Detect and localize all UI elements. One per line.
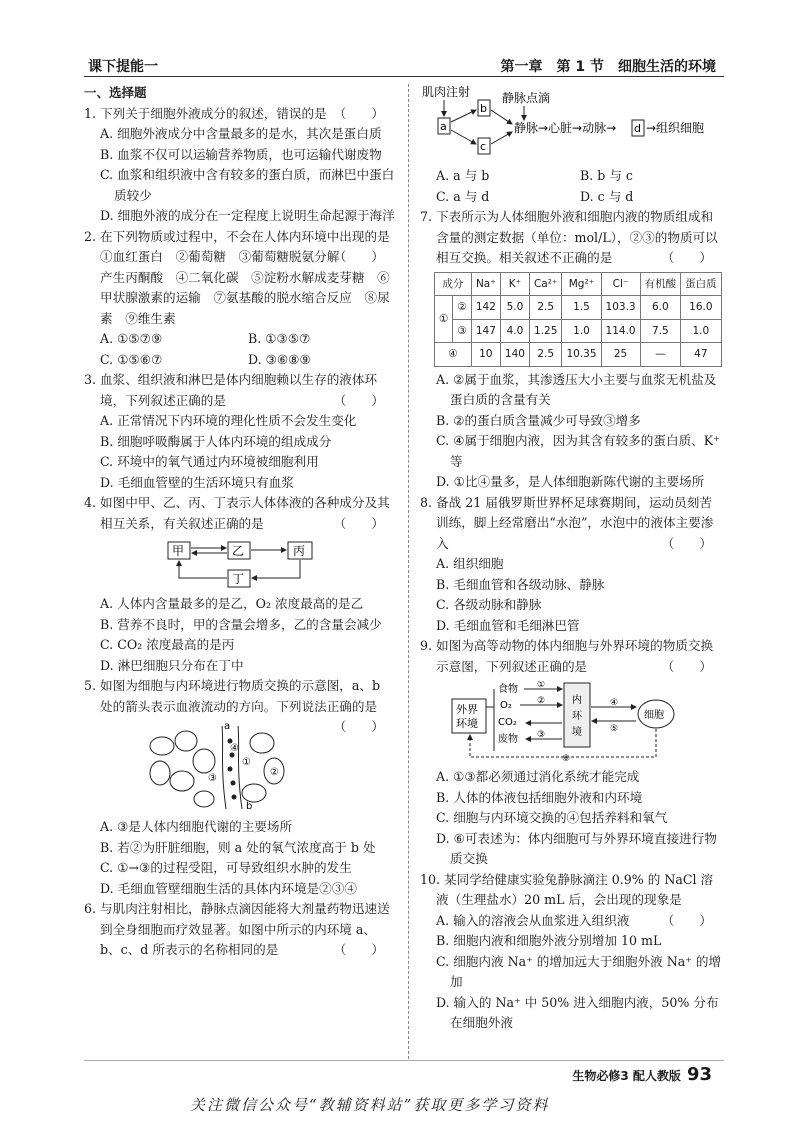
q9-label-2: ② xyxy=(537,696,546,706)
table-cell: 2.5 xyxy=(529,296,562,320)
q9-label-cell: 细胞 xyxy=(644,710,664,721)
table-cell: 4.0 xyxy=(500,319,529,343)
q5-cell xyxy=(150,737,174,755)
q8-option-d: D. 毛细血管和毛细淋巴管 xyxy=(436,617,580,633)
q4-label-bing: 丙 xyxy=(293,544,306,558)
q6-arrow-a-c xyxy=(451,130,476,144)
table-cell: ④ xyxy=(435,343,472,367)
right-column xyxy=(420,82,724,1034)
q4-label-ding: 丁 xyxy=(232,572,245,586)
table-row xyxy=(435,319,722,343)
q9-label-food: 食物 xyxy=(498,684,518,695)
table-cell: 1.0 xyxy=(562,319,601,343)
q6-stem: 6. 与肌肉注射相比，静脉点滴因能将大剂量药物迅速送到全身细胞而疗效显著。如图中所示的内环境 a、b、c、d 所表示的名称相同的是 xyxy=(84,901,390,957)
q4-stem: 4. 如图中甲、乙、丙、丁表示人体体液的各种成分及其相互关系，有关叙述正确的是 xyxy=(84,495,390,531)
q8-option-b: B. 毛细血管和各级动脉、静脉 xyxy=(436,576,605,592)
header-rule xyxy=(84,76,724,77)
q5-label-a: a xyxy=(223,721,230,732)
q9-option-b: B. 人体的体液包括细胞外液和内环境 xyxy=(436,789,643,805)
q9-label-env1: 外界 xyxy=(456,703,478,716)
q10-option-c: C. 细胞内液 Na⁺ 的增加远大于细胞外液 Na⁺ 的增加 xyxy=(436,953,722,989)
q4-option-b: B. 营养不良时，甲的含量会增多，乙的含量会减少 xyxy=(100,616,382,632)
q5-blood-cell xyxy=(231,795,236,800)
table-cell: 7.5 xyxy=(640,319,681,343)
table-cell: 142 xyxy=(471,296,500,320)
q5-cell xyxy=(193,749,215,773)
table-cell: 1.25 xyxy=(529,319,562,343)
q7-option-a: A. ②属于血浆，其渗透压大小主要与血浆无机盐及蛋白质的含量有关 xyxy=(436,371,717,407)
q8-option-c: C. 各级动脉和静脉 xyxy=(436,597,542,612)
q8-answer-paren: （ ） xyxy=(661,535,712,551)
q9-label-env2: 环境 xyxy=(456,717,478,730)
q2-answer-paren: （ ） xyxy=(333,249,384,264)
q6-option-d: D. c 与 d xyxy=(580,188,634,204)
table-cell: 103.3 xyxy=(601,296,640,320)
q3-answer-paren: （ ） xyxy=(333,392,384,408)
table-cell: 140 xyxy=(500,343,529,367)
q2-option-d: D. ③⑥⑧⑨ xyxy=(248,351,311,367)
table-cell: 16.0 xyxy=(681,296,722,320)
q9-label-o2: O₂ xyxy=(500,700,512,711)
q6-option-a: A. a 与 b xyxy=(436,168,490,183)
q6-arrow-b-vein xyxy=(491,110,512,124)
q6-option-b: B. b 与 c xyxy=(580,168,633,183)
q8-option-a: A. 组织细胞 xyxy=(436,556,504,571)
table-cell: 5.0 xyxy=(500,296,529,320)
question-2 xyxy=(84,227,396,371)
q4-label-jia: 甲 xyxy=(172,544,185,558)
q4-label-yi: 乙 xyxy=(232,544,245,558)
question-9 xyxy=(420,636,724,870)
q6-label-b: b xyxy=(480,102,487,115)
q5-cell xyxy=(175,731,197,751)
q5-cell xyxy=(150,761,170,785)
q1-option-d: D. 细胞外液的成分在一定程度上说明生命起源于海洋 xyxy=(100,208,395,223)
table-cell: 114.0 xyxy=(601,319,640,343)
question-6 xyxy=(84,899,396,961)
q2-option-b: B. ①③⑤⑦ xyxy=(248,331,311,346)
q9-label-1: ① xyxy=(537,681,546,690)
table-header-cell: 有机酸 xyxy=(640,272,681,296)
q4-option-c: C. CO₂ 浓度最高的是丙 xyxy=(100,637,235,652)
q5-cell xyxy=(242,784,266,802)
q5-label-4: ④ xyxy=(229,743,239,754)
q9-label-inner3: 境 xyxy=(572,727,582,738)
table-header-cell: Ca²⁺ xyxy=(529,272,562,296)
q3-option-a: A. 正常情况下内环境的理化性质不会发生变化 xyxy=(100,413,357,428)
q4-answer-paren: （ ） xyxy=(333,515,384,531)
q9-stem: 9. 如图为高等动物的体内细胞与外界环境的物质交换示意图，下列叙述正确的是 xyxy=(420,638,714,674)
question-10 xyxy=(420,870,724,1034)
q6-arrow-c-vein xyxy=(491,132,512,144)
question-7 xyxy=(420,207,724,493)
q7-option-c: C. ④属于细胞内液，因为其含有较多的蛋白质、K⁺等 xyxy=(436,433,720,469)
table-row xyxy=(435,296,722,320)
q9-label-waste: 废物 xyxy=(498,734,518,745)
q4-option-d: D. 淋巴细胞只分布在丁中 xyxy=(100,657,244,673)
q5-option-c: C. ①→③的过程受阻，可导致组织水肿的发生 xyxy=(100,860,352,875)
q9-label-co2: CO₂ xyxy=(498,717,517,728)
q7-option-b: B. ②的蛋白质含量减少可导致③增多 xyxy=(436,412,641,428)
table-header-cell: 蛋白质 xyxy=(681,272,722,296)
q9-option-c: C. 细胞与内环境交换的④包括养料和氧气 xyxy=(436,810,668,825)
q1-stem: 1. 下列关于细胞外液成分的叙述，错误的是 xyxy=(84,105,327,121)
table-header-cell: K⁺ xyxy=(500,272,529,296)
table-header-cell: Cl⁻ xyxy=(601,272,640,296)
q9-label-inner1: 内 xyxy=(572,695,582,706)
column-divider xyxy=(408,84,409,1059)
q6-label-c: c xyxy=(480,140,487,153)
q6-diagram xyxy=(420,82,720,162)
section-title: 一、选择题 xyxy=(84,85,147,100)
q3-option-b: B. 细胞呼吸酶属于人体内环境的组成成分 xyxy=(100,433,332,449)
table-group-cell: ① xyxy=(435,296,453,343)
q9-label-inner2: 环 xyxy=(572,711,582,722)
q9-label-5: ⑤ xyxy=(610,724,619,734)
q7-stem: 7. 下表所示为人体细胞外液和细胞内液的物质组成和含量的测定数据（单位：mol/L），②③的物质可以相互交换。相关叙述不正确的是 xyxy=(420,209,718,265)
left-column xyxy=(84,82,396,961)
q6-label-im: 肌肉注射 xyxy=(422,85,471,99)
q7-table xyxy=(434,272,722,367)
q9-answer-paren: （ ） xyxy=(661,658,712,674)
table-cell: 1.0 xyxy=(681,319,722,343)
table-cell: ③ xyxy=(453,319,471,343)
q9-option-a: A. ①③都必须通过消化系统才能完成 xyxy=(436,769,640,784)
q5-option-b: B. 若②为肝脏细胞，则 a 处的氧气浓度高于 b 处 xyxy=(100,839,376,855)
header-right: 第一章 第 1 节 细胞生活的环境 xyxy=(500,59,716,75)
q2-option-c: C. ①⑤⑥⑦ xyxy=(100,351,163,367)
q9-diagram xyxy=(442,681,702,763)
q9-option-d: D. ⑥可表述为：体内细胞可与外界环境直接进行物质交换 xyxy=(436,830,717,866)
q10-answer-paren: （ ） xyxy=(661,912,712,928)
q9-label-3: ③ xyxy=(537,730,546,740)
table-cell: 147 xyxy=(471,319,500,343)
q7-option-d: D. ①比④量多，是人体细胞新陈代谢的主要场所 xyxy=(436,474,705,489)
question-3 xyxy=(84,370,396,493)
q1-option-b: B. 血浆不仅可以运输营养物质，也可运输代谢废物 xyxy=(100,146,382,162)
table-header-cell: 成分 xyxy=(435,272,472,296)
q5-cell xyxy=(250,733,274,753)
q4-arrow-ding-jia xyxy=(179,561,227,578)
table-cell: 10 xyxy=(471,343,500,367)
q6-label-tail: →组织细胞 xyxy=(646,121,705,135)
q6-arrow-a-b xyxy=(451,110,476,122)
table-cell: 6.0 xyxy=(640,296,681,320)
header-left: 课下提能一 xyxy=(88,59,158,75)
handwritten-note: 关注微信公众号“教辅资料站”获取更多学习资料 xyxy=(190,1096,550,1114)
footer-rule xyxy=(84,1060,724,1061)
q5-label-3: ③ xyxy=(207,773,217,784)
q1-option-c: C. 血浆和组织液中含有较多的蛋白质，而淋巴中蛋白质较少 xyxy=(100,167,395,203)
q5-blood-cell xyxy=(230,781,235,786)
q5-option-a: A. ③是人体内细胞代谢的主要场所 xyxy=(100,819,293,834)
q4-diagram xyxy=(160,538,320,590)
q6-answer-paren: （ ） xyxy=(333,942,384,957)
q5-answer-paren: （ ） xyxy=(333,719,384,734)
table-row xyxy=(435,343,722,367)
q10-stem: 10. 某同学给健康实验兔静脉滴注 0.9% 的 NaCl 溶液（生理盐水）20 mL 后，会出现的现象是 xyxy=(420,871,714,907)
q2-items: ①血红蛋白 ②葡萄糖 ③葡萄糖脱氨分解产生丙酮酸 ④二氧化碳 ⑤淀粉水解成麦芽糖 ⑥甲状腺激素的运输 ⑦氨基酸的脱水缩合反应 ⑧尿素 ⑨维生素 xyxy=(100,249,390,326)
q5-blood-cell xyxy=(227,767,232,772)
q3-stem: 3. 血浆、组织液和淋巴是体内细胞赖以生存的液体环境，下列叙述正确的是 xyxy=(84,372,378,408)
question-4 xyxy=(84,493,396,676)
q4-option-a: A. 人体内含量最多的是乙，O₂ 浓度最高的是乙 xyxy=(100,596,364,611)
q5-cell xyxy=(170,771,194,791)
footer-book-label: 生物必修3 配人教版 xyxy=(572,1069,681,1083)
table-cell: 2.5 xyxy=(529,343,562,367)
q5-option-d: D. 毛细血管壁细胞生活的具体内环境是②③④ xyxy=(100,880,357,896)
q5-diagram xyxy=(142,721,292,813)
table-header-cell: Na⁺ xyxy=(471,272,500,296)
q9-label-6: ⑥ xyxy=(562,754,571,763)
q5-cell xyxy=(194,791,214,807)
question-8 xyxy=(420,493,724,637)
q6-option-c: C. a 与 d xyxy=(436,188,490,204)
page-number: 93 xyxy=(686,1064,712,1085)
q8-stem: 8. 备战 21 届俄罗斯世界杯足球赛期间，运动员刻苦训练，脚上经常磨出“水泡”，水泡中的液体主要渗入 xyxy=(420,494,714,551)
q5-label-2: ② xyxy=(269,767,279,778)
table-header-row xyxy=(435,272,722,296)
table-cell: ② xyxy=(453,296,471,320)
q2-option-a: A. ①⑤⑦⑨ xyxy=(100,331,163,346)
q3-option-c: C. 环境中的氧气通过内环境被细胞利用 xyxy=(100,454,319,469)
q5-stem: 5. 如图为细胞与内环境进行物质交换的示意图，a、b 处的箭头表示血液流动的方向。下列说法正确的是 xyxy=(84,678,381,714)
table-cell: 1.5 xyxy=(562,296,601,320)
question-5 xyxy=(84,676,396,899)
q1-answer-paren: （ ） xyxy=(333,105,384,121)
q1-option-a: A. 细胞外液成分中含量最多的是水，其次是蛋白质 xyxy=(100,126,382,141)
q10-option-a: A. 输入的溶液会从血浆进入组织液 xyxy=(436,912,630,928)
q9-label-4: ④ xyxy=(610,698,619,708)
table-cell: — xyxy=(640,343,681,367)
q2-stem: 2. 在下列物质或过程中，不会在人体内环境中出现的是 xyxy=(84,228,390,244)
q3-option-d: D. 毛细血管壁的生活环境只有血浆 xyxy=(100,474,294,490)
q6-label-d: d xyxy=(634,122,641,135)
footer xyxy=(572,1064,712,1085)
q6-label-a: a xyxy=(440,120,447,133)
q4-arrow-bing-ding xyxy=(252,560,300,578)
table-cell: 47 xyxy=(681,343,722,367)
q6-label-chain: 静脉→心脏→动脉→ xyxy=(514,121,617,135)
q10-option-d: D. 输入的 Na⁺ 中 50% 进入细胞内液，50% 分布在细胞外液 xyxy=(436,994,719,1030)
question-1 xyxy=(84,104,396,227)
table-cell: 10.35 xyxy=(562,343,601,367)
table-header-cell: Mg²⁺ xyxy=(562,272,601,296)
q7-answer-paren: （ ） xyxy=(661,250,712,265)
q5-label-b: b xyxy=(245,801,253,812)
table-cell: 25 xyxy=(601,343,640,367)
q6-label-iv: 静脉点滴 xyxy=(502,91,551,105)
q5-label-1: ① xyxy=(241,757,251,768)
q10-option-b: B. 细胞内液和细胞外液分别增加 10 mL xyxy=(436,933,662,948)
